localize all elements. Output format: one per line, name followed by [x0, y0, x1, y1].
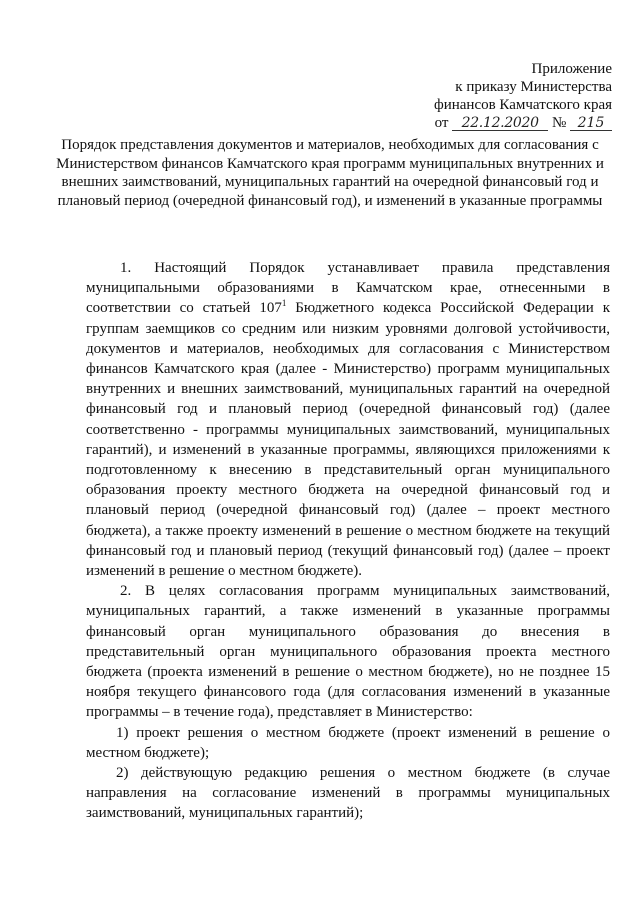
appendix-line-2: к приказу Министерства: [455, 79, 612, 95]
number-prefix: №: [551, 115, 567, 131]
date-prefix: от: [434, 115, 449, 131]
handwritten-number: 215: [570, 116, 612, 131]
paragraph-1-start: 1. Настоящий Порядок устанавливает правила представления муниципальными образованиями в Камчатском крае, отнесенными в соответствии со статьей 107: [86, 260, 610, 317]
paragraph-2: 2. В целях согласования программ муниципальных заимствований, муниципальных гарантий, а также изменений в указанные программы финансовый орган муниципального образования до внесения в представительный орган муниципального образования проекта местного бюджета (проекта изменений в решение о местном бюджете), но не позднее 15 ноября текущего финансового года (для согласования изменений в указанные программы – в течение года), представляет в Министерство:: [86, 583, 610, 721]
document-body: [86, 258, 610, 824]
paragraph-1-rest: Бюджетного кодекса Российской Федерации к группам заемщиков со средним или низким уровнями долговой устойчивости, документов и материалов, необходимых для согласования с Министерством финансов Камчатского края (далее - Министерство) программ муниципальных внутренних и внешних заимствований, муниципальных гарантий на очередной финансовый год и плановый период (очередной финансовый год) (далее соответственно - программы муниципальных заимствований, муниципальных гарантий), и изменений в указанные программы, являющихся приложениями к подготовленному к внесению в представительный орган муниципального образования проекту местного бюджета на очередной финансовый год и плановый период (очередной финансовый год) (далее – проект местного бюджета), а также проекту изменений в решение о местном бюджете на текущий финансовый год и плановый период (текущий финансовый год) (далее – проект изменений в решение о местном бюджете).: [86, 300, 610, 580]
subitem-1: 1) проект решения о местном бюджете (проект изменений в решение о местном бюджете);: [86, 724, 610, 761]
appendix-line-3: финансов Камчатского края: [433, 97, 612, 113]
handwritten-date: 22.12.2020: [452, 116, 548, 131]
appendix-header: [352, 60, 612, 132]
article-superscript: 1: [281, 298, 287, 309]
appendix-date-line: [352, 114, 612, 132]
subitem-2: 2) действующую редакцию решения о местном бюджете (в случае направления на согласование изменений в программы муниципальных заимствований, муниципальных гарантий);: [86, 765, 610, 822]
document-title: Порядок представления документов и материалов, необходимых для согласования с Министерством финансов Камчатского края программ муниципальных внутренних и внешних заимствований, муниципальных гарантий на очередной финансовый год и плановый период (очередной финансовый год), и изменений в указанные программы: [56, 137, 604, 209]
paragraph-1: [86, 258, 610, 581]
appendix-line-1: Приложение: [531, 61, 612, 77]
